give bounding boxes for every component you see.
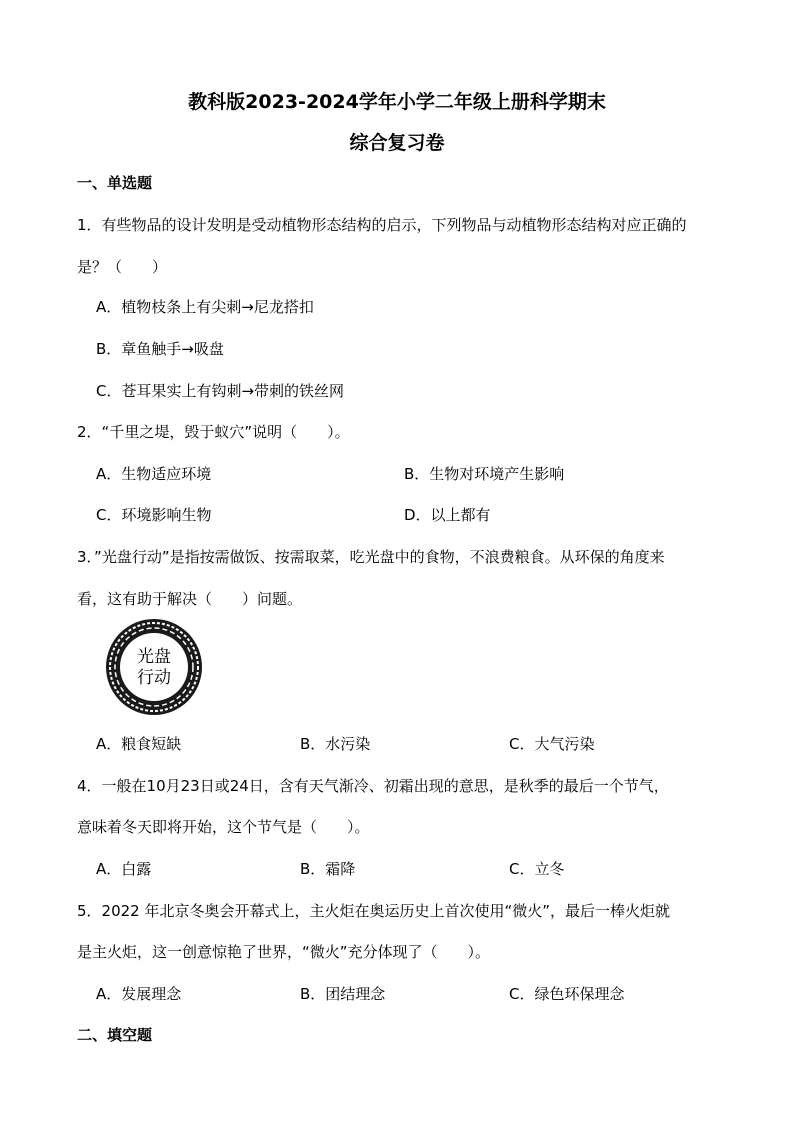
- q5-option-c: C．绿色环保理念: [509, 985, 625, 1003]
- q1-text-line1: 1．有些物品的设计发明是受动植物形态结构的启示，下列物品与动植物形态结构对应正确的: [77, 216, 687, 234]
- clean-plate-logo: [104, 617, 204, 717]
- q1-option-b: B．章鱼触手→吸盘: [96, 340, 224, 358]
- q4-option-c: C．立冬: [509, 860, 565, 878]
- q5-text-line2: 是主火炬，这一创意惊艳了世界，“微火”充分体现了（ ）。: [77, 943, 491, 961]
- q4-text-line2: 意味着冬天即将开始，这个节气是（ ）。: [77, 818, 370, 836]
- q5-text-line1: 5．2022 年北京冬奥会开幕式上，主火炬在奥运历史上首次使用“微火”，最后一棒火炬就: [77, 902, 671, 920]
- q2-option-a: A．生物适应环境: [96, 465, 212, 483]
- q3-option-c: C．大气污染: [509, 735, 595, 753]
- q3-text-line1: 3．”光盘行动”是指按需做饭、按需取菜，吃光盘中的食物，不浪费粮食。从环保的角度来: [77, 548, 665, 566]
- q5-option-b: B．团结理念: [300, 985, 386, 1003]
- q3-option-a: A．粮食短缺: [96, 735, 182, 753]
- q2-text: 2．“千里之堤，毁于蚁穴”说明（ ）。: [77, 423, 350, 441]
- q3-text-line2: 看，这有助于解决（ ）问题。: [77, 590, 303, 608]
- logo-text-bottom: 行动: [137, 668, 171, 688]
- q5-option-a: A．发展理念: [96, 985, 182, 1003]
- q1-option-a: A．植物枝条上有尖刺→尼龙搭扣: [96, 298, 314, 316]
- q3-option-b: B．水污染: [300, 735, 371, 753]
- section-single-choice: 一、单选题: [77, 174, 153, 192]
- document-subtitle: 综合复习卷: [349, 132, 445, 154]
- section-fill-blank: 二、填空题: [77, 1026, 153, 1044]
- logo-text-top: 光盘: [137, 647, 171, 667]
- document-title: 教科版2023-2024学年小学二年级上册科学期末: [188, 91, 606, 113]
- q4-option-a: A．白露: [96, 860, 152, 878]
- q1-text-line2: 是？（ ）: [77, 258, 168, 276]
- q4-option-b: B．霜降: [300, 860, 356, 878]
- q1-option-c: C．苍耳果实上有钩刺→带刺的铁丝网: [96, 382, 345, 400]
- q2-option-d: D．以上都有: [404, 506, 491, 524]
- q4-text-line1: 4．一般在10月23日或24日，含有天气渐冷、初霜出现的意思，是秋季的最后一个节气，: [77, 777, 669, 795]
- q2-option-c: C．环境影响生物: [96, 506, 212, 524]
- q2-option-b: B．生物对环境产生影响: [404, 465, 565, 483]
